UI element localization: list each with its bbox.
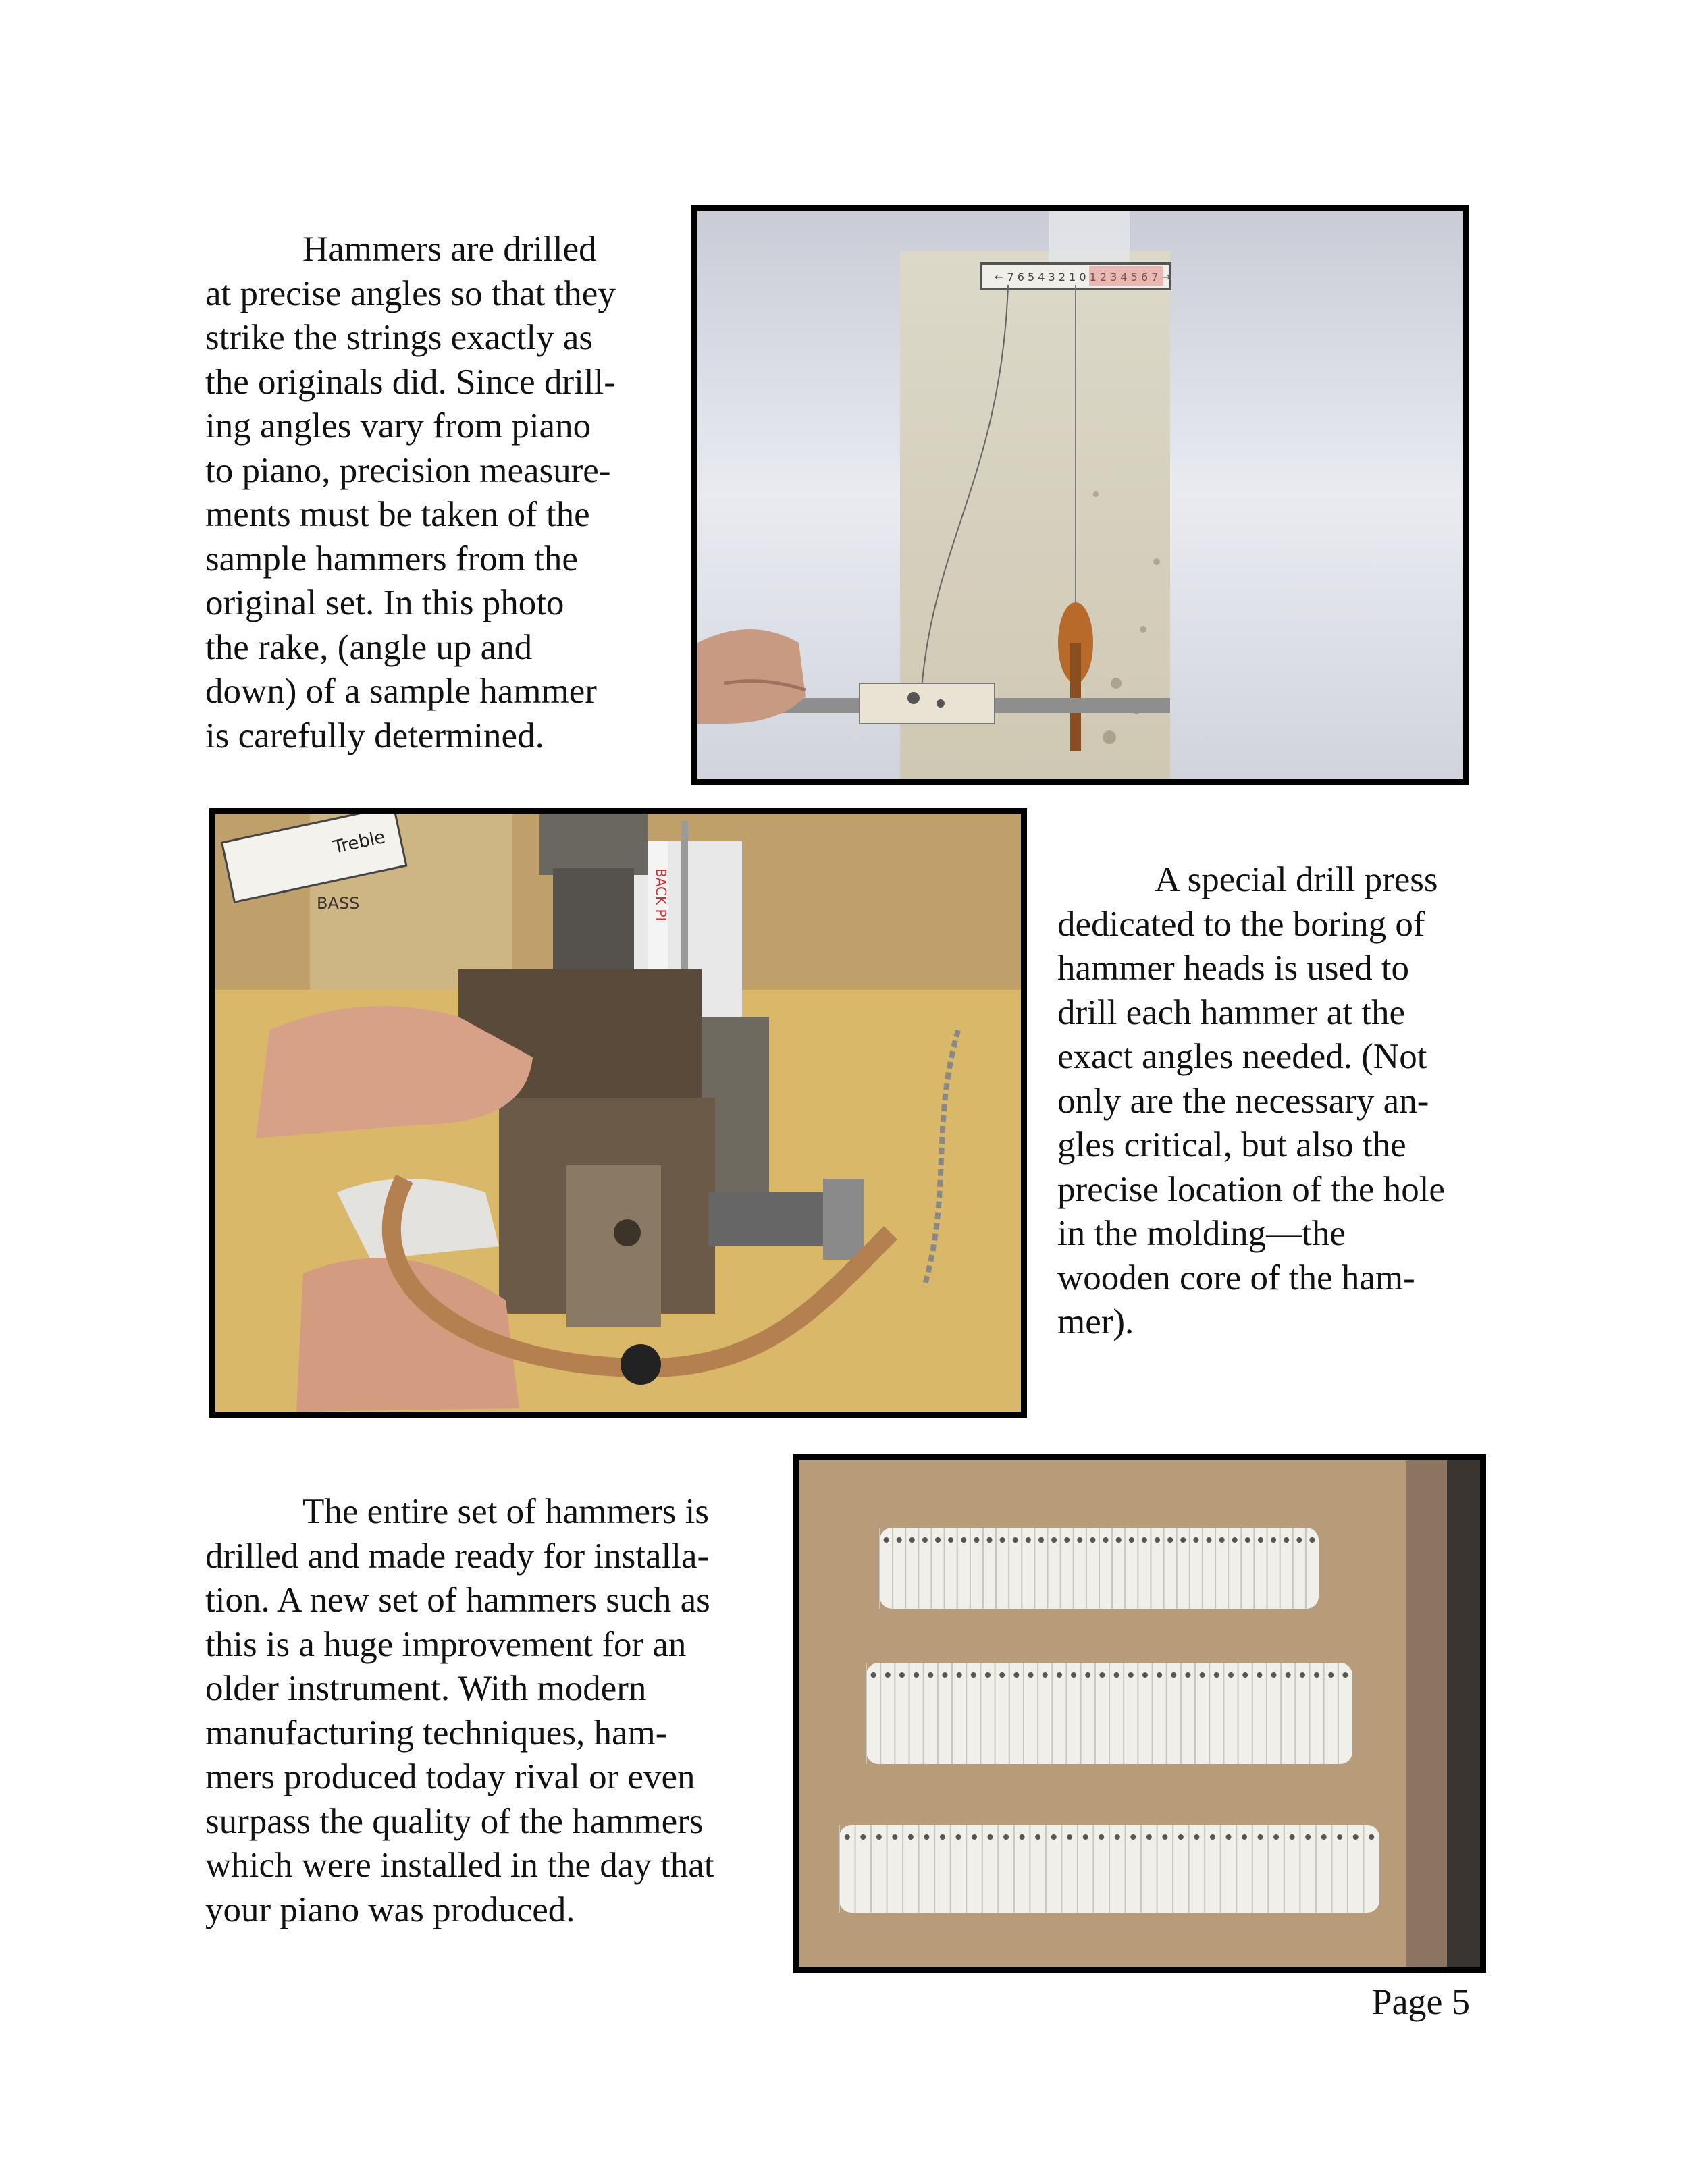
- hammer-hole: [1337, 1834, 1342, 1840]
- hammer-hole: [1257, 1672, 1262, 1678]
- hammer-hole: [1258, 1834, 1263, 1840]
- text-line: dedicated to the boring of: [1057, 904, 1425, 944]
- hammer-hole: [971, 1672, 976, 1678]
- text-line: drill each hammer at the: [1057, 992, 1406, 1032]
- hammer-hole: [1245, 1537, 1250, 1543]
- hammer-hole: [999, 1672, 1005, 1678]
- hammer-hole: [1067, 1834, 1072, 1840]
- hammer-hole: [1225, 1834, 1231, 1840]
- hammer-hole: [1099, 1834, 1104, 1840]
- hammer-hole: [1290, 1834, 1295, 1840]
- hammer-hole: [1171, 1672, 1176, 1678]
- paragraph-rake-measurement: [205, 228, 616, 758]
- text-line: is carefully determined.: [205, 716, 544, 755]
- hammer-hole: [908, 1834, 914, 1840]
- hammer-hole: [1309, 1537, 1315, 1543]
- hammer-hole: [1162, 1834, 1167, 1840]
- hammer-hole: [1296, 1537, 1302, 1543]
- hammer-hole: [1043, 1672, 1048, 1678]
- text-line: hammer heads is used to: [1057, 949, 1410, 988]
- text-line: gles critical, but also the: [1057, 1125, 1406, 1165]
- hammer-hole: [909, 1537, 915, 1543]
- text-line: tion. A new set of hammers such as: [205, 1580, 710, 1620]
- hammer-hole: [1013, 1537, 1018, 1543]
- hammer-hole: [1146, 1834, 1152, 1840]
- text-line: down) of a sample hammer: [205, 672, 597, 711]
- hammer-hole: [1342, 1672, 1348, 1678]
- text-line: sample hammers from the: [205, 539, 578, 579]
- hammer-hole: [1077, 1537, 1082, 1543]
- hammer-hole: [1013, 1672, 1019, 1678]
- hammer-hole: [955, 1834, 961, 1840]
- text-line: mers produced today rival or even: [205, 1757, 695, 1796]
- hammer-hole: [1232, 1537, 1238, 1543]
- hammer-hole: [1286, 1672, 1291, 1678]
- hammer-hole: [1099, 1672, 1105, 1678]
- hammer-hole: [1155, 1537, 1160, 1543]
- hammer-hole: [948, 1537, 953, 1543]
- hammer-hole: [1219, 1537, 1225, 1543]
- hammer-hole: [914, 1672, 919, 1678]
- hammer-hole: [988, 1834, 993, 1840]
- hammer-hole: [985, 1672, 991, 1678]
- hammer-hole: [1167, 1537, 1173, 1543]
- hammer-hole: [1115, 1834, 1120, 1840]
- text-line: Hammers are drilled: [302, 230, 597, 269]
- text-line: the rake, (angle up and: [205, 627, 533, 667]
- hammer-rows-illustration: [799, 1460, 1480, 1967]
- ruler-marks: ← 7 6 5 4 3 2 1 0 1 2 3 4 5 6 7 →: [995, 271, 1171, 284]
- text-line: only are the necessary an-: [1057, 1081, 1429, 1121]
- text-line: this is a huge improvement for an: [205, 1624, 687, 1664]
- hammer-hole: [1258, 1537, 1263, 1543]
- hammer-hole: [1273, 1834, 1279, 1840]
- hammer-hole: [972, 1834, 977, 1840]
- hammer-hole: [1157, 1672, 1162, 1678]
- hammer-hole: [892, 1834, 897, 1840]
- hammer-hole: [884, 1537, 889, 1543]
- hammer-hole: [1035, 1834, 1040, 1840]
- text-line: which were installed in the day that: [205, 1846, 714, 1885]
- hammer-hole: [924, 1834, 929, 1840]
- gauge-label-bass: BASS: [317, 894, 360, 913]
- hammer-hole: [1028, 1672, 1034, 1678]
- text-line: the originals did. Since drill-: [205, 362, 616, 402]
- hammer-hole: [1214, 1672, 1219, 1678]
- hammer-hole: [876, 1834, 882, 1840]
- page-number: Page 5: [1371, 1981, 1470, 2022]
- hammer-hole: [1051, 1537, 1057, 1543]
- hammer-hole: [1207, 1537, 1212, 1543]
- hammer-hole: [922, 1537, 928, 1543]
- hammer-hole: [871, 1672, 876, 1678]
- text-line: precise location of the hole: [1057, 1169, 1445, 1209]
- hammer-hole: [1000, 1537, 1005, 1543]
- hammer-hole: [1116, 1537, 1122, 1543]
- hammer-hole: [928, 1672, 933, 1678]
- hammer-hole: [1271, 1672, 1277, 1678]
- rake-gauge-illustration: [697, 211, 1463, 779]
- text-line: manufacturing techniques, ham-: [205, 1713, 668, 1753]
- hammer-hole: [1300, 1672, 1305, 1678]
- hammer-hole: [1083, 1834, 1088, 1840]
- drill-press-illustration: [215, 814, 1021, 1412]
- hammer-hole: [987, 1537, 993, 1543]
- hammer-hole: [1128, 1672, 1134, 1678]
- hammer-hole: [1193, 1537, 1198, 1543]
- text-line: ing angles vary from piano: [205, 406, 591, 446]
- paragraph-hammer-set: [205, 1490, 714, 1932]
- hammer-hole: [1178, 1834, 1184, 1840]
- hammer-hole: [860, 1834, 866, 1840]
- hammer-hole: [1003, 1834, 1009, 1840]
- hammer-hole: [897, 1537, 902, 1543]
- text-line: drilled and made ready for installa-: [205, 1536, 710, 1576]
- hammer-hole: [1242, 1834, 1247, 1840]
- text-line: ments must be taken of the: [205, 495, 590, 534]
- text-line: surpass the quality of the hammers: [205, 1801, 704, 1841]
- hammer-hole: [1314, 1672, 1319, 1678]
- text-line: in the molding—the: [1057, 1214, 1346, 1253]
- hammer-hole: [1284, 1537, 1289, 1543]
- hammer-hole: [845, 1834, 850, 1840]
- hammer-hole: [974, 1537, 979, 1543]
- hammer-hole: [1271, 1537, 1276, 1543]
- photo-hammer-set: [793, 1454, 1486, 1973]
- hammer-hole: [1057, 1672, 1062, 1678]
- hammer-hole: [899, 1672, 905, 1678]
- hammer-hole: [1038, 1537, 1044, 1543]
- hammer-hole: [1071, 1672, 1076, 1678]
- hammer-hole: [1180, 1537, 1186, 1543]
- text-line: to piano, precision measure-: [205, 450, 611, 490]
- hammer-hole: [1103, 1537, 1109, 1543]
- hammer-hole: [1090, 1537, 1095, 1543]
- hammer-hole: [1064, 1537, 1070, 1543]
- text-line: older instrument. With modern: [205, 1669, 647, 1708]
- photo-drill-press: [209, 808, 1027, 1418]
- hammer-hole: [1353, 1834, 1359, 1840]
- hammer-hole: [1321, 1834, 1327, 1840]
- text-line: mer).: [1057, 1302, 1134, 1341]
- hammer-hole: [935, 1537, 941, 1543]
- text-line: A special drill press: [1155, 860, 1438, 899]
- hammer-hole: [1328, 1672, 1334, 1678]
- hammer-hole: [1051, 1834, 1057, 1840]
- hammer-hole: [1114, 1672, 1119, 1678]
- hammer-hole: [885, 1672, 891, 1678]
- paragraph-drill-press: [1057, 858, 1445, 1345]
- hammer-hole: [1129, 1537, 1134, 1543]
- text-line: original set. In this photo: [205, 583, 564, 622]
- text-line: your piano was produced.: [205, 1890, 575, 1929]
- hammer-hole: [942, 1672, 947, 1678]
- hammer-hole: [1026, 1537, 1031, 1543]
- hammer-hole: [1130, 1834, 1136, 1840]
- gauge-label-treble: Treble: [331, 827, 388, 858]
- photo-rake-gauge: [691, 205, 1469, 785]
- text-line: The entire set of hammers is: [302, 1492, 709, 1531]
- hammer-hole: [1185, 1672, 1190, 1678]
- hammer-hole: [961, 1537, 966, 1543]
- hammer-hole: [1200, 1672, 1205, 1678]
- hammer-hole: [1210, 1834, 1215, 1840]
- hammer-hole: [957, 1672, 962, 1678]
- text-line: exact angles needed. (Not: [1057, 1037, 1427, 1076]
- text-line: strike the strings exactly as: [205, 318, 594, 357]
- text-line: at precise angles so that they: [205, 273, 616, 313]
- hammer-hole: [1194, 1834, 1199, 1840]
- hammer-hole: [1085, 1672, 1090, 1678]
- hammer-hole: [1228, 1672, 1234, 1678]
- hammer-hole: [1142, 1672, 1148, 1678]
- hammer-hole: [1142, 1537, 1147, 1543]
- hammer-hole: [1369, 1834, 1374, 1840]
- hammer-hole: [940, 1834, 945, 1840]
- hammer-hole: [1242, 1672, 1248, 1678]
- gauge-label-back: BACK PI: [653, 868, 669, 922]
- hammer-hole: [1020, 1834, 1025, 1840]
- hammer-hole: [1305, 1834, 1311, 1840]
- text-line: wooden core of the ham-: [1057, 1258, 1415, 1298]
